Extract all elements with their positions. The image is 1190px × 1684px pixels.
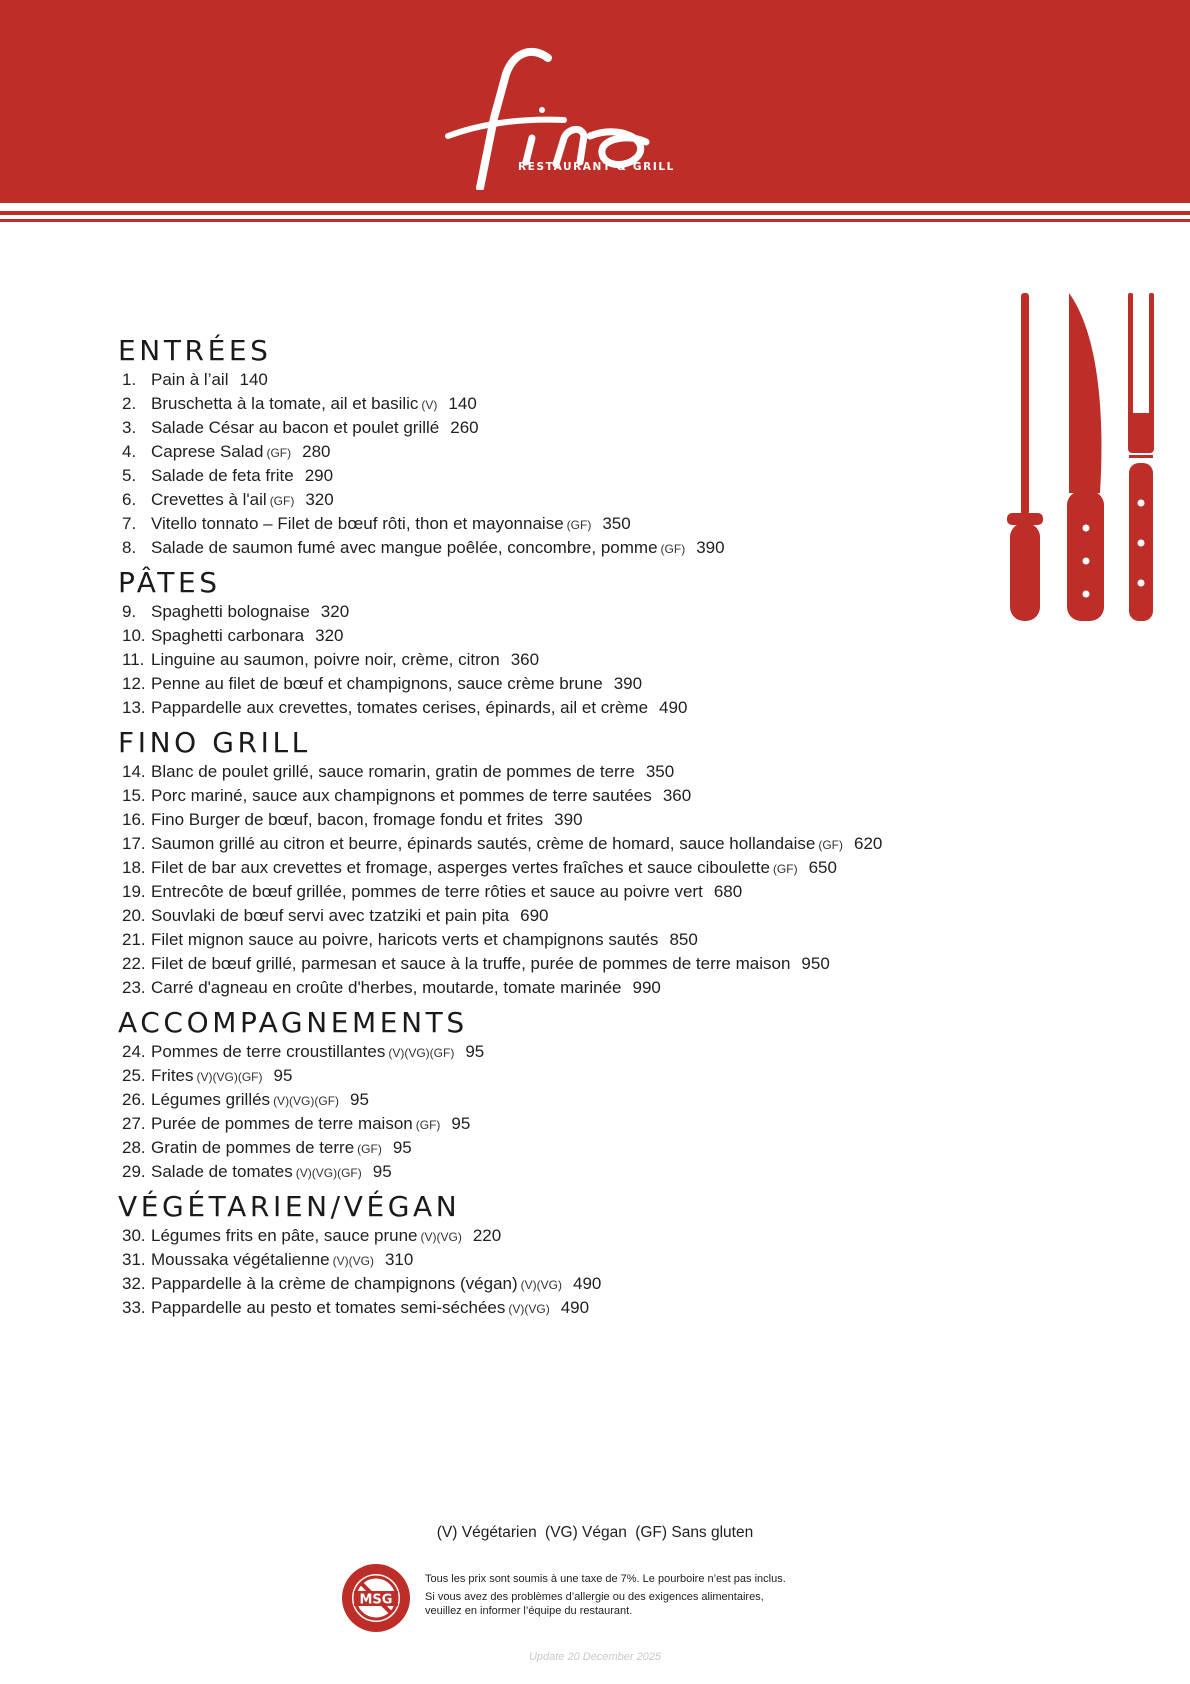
item-name: Spaghetti carbonara	[151, 626, 305, 645]
menu-item	[118, 904, 998, 928]
item-number: 11.	[122, 650, 145, 669]
msg-seal-icon	[340, 1562, 412, 1634]
menu	[118, 334, 998, 1326]
menu-item	[118, 600, 998, 624]
item-number: 5.	[122, 466, 137, 485]
item-tags: (GF)	[660, 542, 686, 556]
item-name: Vitello tonnato – Filet de bœuf rôti, thon et mayonnaise	[151, 514, 564, 533]
item-price: 290	[304, 466, 334, 485]
item-price: 220	[472, 1226, 502, 1245]
item-number: 2.	[122, 394, 137, 413]
item-tags: (GF)	[566, 518, 592, 532]
item-name: Gratin de pommes de terre	[151, 1138, 355, 1157]
legend-vegan: (VG) Végan	[545, 1524, 627, 1541]
item-number: 32.	[122, 1274, 146, 1293]
item-name: Purée de pommes de terre maison	[151, 1114, 413, 1133]
item-price: 390	[696, 538, 725, 557]
menu-item	[118, 416, 998, 440]
item-tags: (V)(VG)	[420, 1230, 462, 1244]
item-tags: (V)(VG)	[332, 1254, 374, 1268]
item-number: 6.	[122, 490, 137, 509]
item-price: 320	[305, 490, 334, 509]
item-name: Salade César au bacon et poulet grillé	[151, 418, 440, 437]
item-number: 10.	[122, 626, 146, 645]
item-tags: (V)(VG)(GF)	[295, 1166, 362, 1180]
item-price: 280	[302, 442, 331, 461]
section-vegetarien-vegan	[118, 1190, 998, 1320]
menu-item	[118, 1296, 998, 1320]
update-date: Update 20 December 2025	[528, 1651, 662, 1663]
section-entrees	[118, 334, 998, 560]
item-name: Salade de tomates	[151, 1162, 293, 1181]
item-number: 14.	[122, 762, 146, 781]
menu-item	[118, 1224, 998, 1248]
item-price: 95	[465, 1042, 485, 1061]
item-name: Fino Burger de bœuf, bacon, fromage fondu et frites	[151, 810, 544, 829]
item-name: Saumon grillé au citron et beurre, épinards sautés, crème de homard, sauce hollandaise	[151, 834, 816, 853]
item-tags: (GF)	[772, 862, 798, 876]
menu-item	[118, 1160, 998, 1184]
item-price: 690	[520, 906, 549, 925]
item-price: 650	[808, 858, 837, 877]
item-price: 320	[315, 626, 344, 645]
item-price: 95	[451, 1114, 471, 1133]
menu-item	[118, 880, 998, 904]
menu-item	[118, 784, 998, 808]
item-name: Filet de bar aux crevettes et fromage, asperges vertes fraîches et sauce ciboulette	[151, 858, 770, 877]
item-name: Caprese Salad	[151, 442, 264, 461]
item-price: 490	[659, 698, 688, 717]
item-name: Frites	[151, 1066, 194, 1085]
menu-item	[118, 536, 998, 560]
no-msg-seal	[340, 1562, 412, 1634]
item-price: 95	[350, 1090, 369, 1109]
menu-item	[118, 1112, 998, 1136]
item-name: Pommes de terre croustillantes	[151, 1042, 386, 1061]
item-price: 140	[239, 370, 268, 389]
legend-vegetarian: (V) Végétarien	[436, 1524, 537, 1541]
item-name: Penne au filet de bœuf et champignons, sauce crème brune	[151, 674, 603, 693]
item-number: 19.	[122, 882, 146, 901]
section-title: VÉGÉTARIEN/VÉGAN	[118, 1190, 461, 1223]
item-name: Carré d'agneau en croûte d'herbes, moutarde, tomate marinée	[151, 978, 622, 997]
item-name: Crevettes à l'ail	[151, 490, 267, 509]
item-name: Légumes grillés	[151, 1090, 271, 1109]
item-name: Salade de saumon fumé avec mangue poêlée, concombre, pomme	[151, 538, 658, 557]
item-number: 15.	[122, 786, 146, 805]
item-number: 8.	[122, 538, 137, 557]
item-price: 620	[853, 834, 883, 853]
menu-item	[118, 1272, 998, 1296]
item-name: Filet de bœuf grillé, parmesan et sauce à la truffe, purée de pommes de terre maison	[151, 954, 791, 973]
item-number: 24.	[122, 1042, 146, 1061]
menu-item	[118, 1064, 998, 1088]
menu-item	[118, 1136, 998, 1160]
item-number: 21.	[122, 930, 146, 949]
item-name: Bruschetta à la tomate, ail et basilic	[151, 394, 419, 413]
item-number: 4.	[122, 442, 137, 461]
item-number: 28.	[122, 1138, 146, 1157]
item-name: Spaghetti bolognaise	[151, 602, 310, 621]
section-title: PÂTES	[118, 566, 221, 599]
item-number: 22.	[122, 954, 146, 973]
item-number: 9.	[122, 602, 137, 621]
brand-tagline: RESTAURANT & GRILL	[518, 161, 675, 173]
item-price: 390	[554, 810, 583, 829]
menu-item	[118, 672, 998, 696]
item-name: Pappardelle aux crevettes, tomates cerises, épinards, ail et crème	[151, 698, 649, 717]
item-name: Blanc de poulet grillé, sauce romarin, gratin de pommes de terre	[151, 762, 635, 781]
menu-item	[118, 952, 998, 976]
item-price: 360	[662, 786, 692, 805]
item-number: 25.	[122, 1066, 146, 1085]
menu-item	[118, 1040, 998, 1064]
item-number: 33.	[122, 1298, 146, 1317]
item-number: 29.	[122, 1162, 146, 1181]
item-price: 95	[392, 1138, 412, 1157]
menu-item	[118, 392, 998, 416]
allergy-note-line2: veuillez en informer l’équipe du restaurant.	[425, 1605, 633, 1617]
item-name: Entrecôte de bœuf grillée, pommes de terre rôties et sauce au poivre vert	[151, 882, 703, 901]
item-price: 310	[384, 1250, 414, 1269]
item-name: Pain à l’ail	[151, 370, 229, 389]
item-price: 490	[573, 1274, 602, 1293]
item-tags: (GF)	[269, 494, 295, 508]
item-name: Filet mignon sauce au poivre, haricots verts et champignons sautés	[151, 930, 659, 949]
item-number: 20.	[122, 906, 146, 925]
item-number: 30.	[122, 1226, 146, 1245]
item-number: 7.	[122, 514, 137, 533]
item-name: Moussaka végétalienne	[151, 1250, 330, 1269]
section-pates	[118, 566, 998, 720]
item-number: 26.	[122, 1090, 146, 1109]
item-number: 3.	[122, 418, 137, 437]
menu-item	[118, 488, 998, 512]
menu-item	[118, 832, 998, 856]
utensils-illustration	[1003, 293, 1158, 623]
item-price: 990	[632, 978, 661, 997]
item-number: 23.	[122, 978, 146, 997]
menu-item	[118, 808, 998, 832]
item-tags: (GF)	[266, 446, 292, 460]
menu-item	[118, 512, 998, 536]
item-name: Porc mariné, sauce aux champignons et pommes de terre sautées	[151, 786, 652, 805]
item-tags: (V)(VG)(GF)	[196, 1070, 263, 1084]
item-price: 490	[560, 1298, 590, 1317]
section-fino-grill	[118, 726, 998, 1000]
item-tags: (V)(VG)	[520, 1278, 562, 1292]
menu-item	[118, 1088, 998, 1112]
item-tags: (GF)	[415, 1118, 441, 1132]
seal-text: MSG	[359, 1592, 393, 1608]
header-stripe	[0, 219, 1190, 222]
item-price: 950	[801, 954, 830, 973]
item-number: 31.	[122, 1250, 146, 1269]
menu-item	[118, 976, 998, 1000]
item-price: 320	[320, 602, 350, 621]
item-name: Pappardelle au pesto et tomates semi-séchées	[151, 1298, 506, 1317]
item-price: 390	[613, 674, 643, 693]
menu-item	[118, 856, 998, 880]
item-number: 27.	[122, 1114, 146, 1133]
section-title: FINO GRILL	[118, 726, 311, 759]
menu-item	[118, 368, 998, 392]
item-price: 140	[448, 394, 477, 413]
item-price: 260	[450, 418, 479, 437]
item-number: 17.	[122, 834, 146, 853]
item-number: 1.	[122, 370, 137, 389]
item-price: 350	[602, 514, 631, 533]
item-name: Souvlaki de bœuf servi avec tzatziki et pain pita	[151, 906, 510, 925]
item-number: 13.	[122, 698, 146, 717]
section-title: ACCOMPAGNEMENTS	[118, 1006, 468, 1039]
item-price: 350	[645, 762, 675, 781]
item-tags: (V)(VG)(GF)	[273, 1094, 340, 1108]
item-tags: (V)	[421, 398, 438, 412]
item-name: Salade de feta frite	[151, 466, 294, 485]
header-stripe	[0, 211, 1190, 215]
dietary-legend	[0, 1524, 1190, 1542]
menu-item	[118, 1248, 998, 1272]
menu-item	[118, 624, 998, 648]
allergy-note-line1: Si vous avez des problèmes d’allergie ou des exigences alimentaires,	[425, 1591, 764, 1603]
menu-item	[118, 648, 998, 672]
item-price: 95	[273, 1066, 293, 1085]
item-price: 680	[713, 882, 743, 901]
menu-item	[118, 760, 998, 784]
tax-note: Tous les prix sont soumis à une taxe de 7%. Le pourboire n’est pas inclus.	[425, 1573, 786, 1585]
footer-notes	[425, 1572, 786, 1618]
item-tags: (GF)	[818, 838, 843, 852]
item-tags: (GF)	[357, 1142, 382, 1156]
item-tags: (V)(VG)	[508, 1302, 550, 1316]
item-price: 95	[372, 1162, 392, 1181]
item-tags: (V)(VG)(GF)	[388, 1046, 455, 1060]
item-number: 12.	[122, 674, 146, 693]
section-title: ENTRÉES	[118, 334, 272, 367]
item-name: Linguine au saumon, poivre noir, crème, citron	[151, 650, 500, 669]
item-name: Pappardelle à la crème de champignons (végan)	[151, 1274, 518, 1293]
menu-item	[118, 928, 998, 952]
item-number: 18.	[122, 858, 146, 877]
item-price: 360	[510, 650, 540, 669]
section-accompagnements	[118, 1006, 998, 1184]
menu-item	[118, 464, 998, 488]
item-name: Légumes frits en pâte, sauce prune	[151, 1226, 418, 1245]
menu-item	[118, 440, 998, 464]
cutlery-icon	[1003, 293, 1158, 623]
legend-gluten-free: (GF) Sans gluten	[635, 1524, 754, 1541]
item-price: 850	[669, 930, 698, 949]
item-number: 16.	[122, 810, 146, 829]
menu-item	[118, 696, 998, 720]
brand-logo	[440, 40, 740, 190]
